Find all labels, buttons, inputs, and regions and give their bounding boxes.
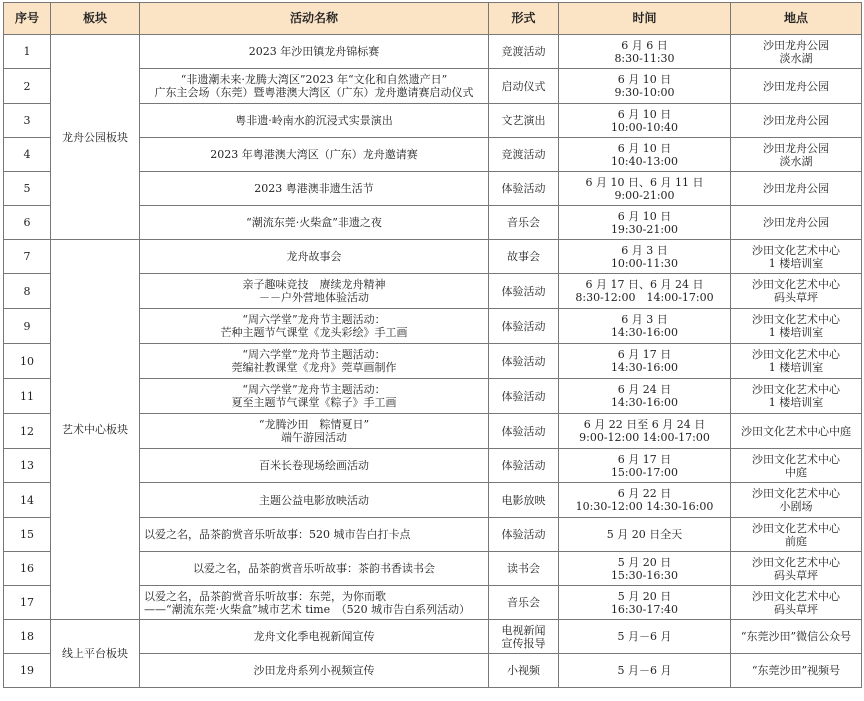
cell-line: 6 月 10 日: [617, 73, 672, 86]
activity-form-cell: [489, 620, 559, 654]
row-index: 6: [4, 206, 51, 240]
cell-line: 5 月 20 日全天: [606, 528, 683, 541]
activity-form-cell: [489, 104, 559, 138]
activity-place-cell: [731, 69, 862, 104]
cell-line: 8:30-12:00 14:00-17:00: [575, 291, 714, 304]
row-index: 8: [4, 274, 51, 309]
cell-line: “东莞沙田”微信公众号: [740, 630, 852, 643]
cell-line: 夏至主题节气课堂《粽子》手工画: [231, 396, 397, 409]
activity-place-cell: [731, 240, 862, 274]
activity-time-cell: [559, 414, 731, 449]
activity-time-cell: [559, 69, 731, 104]
cell-line: 电影放映: [501, 493, 546, 507]
cell-line: 6 月 10 日: [617, 209, 672, 223]
activity-form-cell: [489, 518, 559, 552]
cell-line: 龙舟故事会: [286, 250, 342, 263]
cell-line: 中庭: [785, 465, 807, 479]
cell-line: 音乐会: [507, 216, 540, 229]
activity-name-cell: [140, 414, 489, 449]
cell-line: 沙田文化艺术中心: [752, 589, 840, 603]
cell-line: 6 月 10 日、6 月 11 日: [585, 175, 704, 189]
activity-place-cell: [731, 309, 862, 344]
activity-name-cell: [140, 654, 489, 688]
activity-name-cell: [140, 69, 489, 104]
header-index: 序号: [4, 3, 51, 35]
activity-name-cell: [140, 518, 489, 552]
cell-line: 沙田文化艺术中心中庭: [741, 424, 851, 438]
header-time: 时间: [559, 3, 731, 35]
row-index: 14: [4, 483, 51, 518]
activity-place-cell: [731, 620, 862, 654]
activity-place-cell: [731, 104, 862, 138]
activity-time-cell: [559, 379, 731, 414]
header-section: 板块: [51, 3, 140, 35]
activity-form-cell: [489, 309, 559, 344]
activity-form-cell: [489, 206, 559, 240]
row-index: 10: [4, 344, 51, 379]
cell-line: 亲子趣味竞技 赓续龙舟精神: [242, 278, 386, 291]
cell-line: 5 月 20 日: [617, 589, 672, 603]
activity-name-cell: [140, 449, 489, 483]
cell-line: 体验活动: [501, 354, 546, 368]
cell-line: 14:30-16:00: [610, 326, 679, 339]
cell-line: “龙腾沙田 粽情夏日”: [258, 418, 370, 431]
activity-place-cell: [731, 138, 862, 172]
table-row: [4, 240, 862, 274]
cell-line: 沙田文化艺术中心: [752, 383, 840, 396]
activity-place-cell: [731, 206, 862, 240]
activity-form-cell: [489, 414, 559, 449]
cell-line: 9:30-10:00: [614, 86, 675, 99]
cell-line: 6 月 3 日: [621, 313, 668, 326]
activity-form-cell: [489, 449, 559, 483]
cell-line: 沙田龙舟公园: [763, 182, 829, 195]
cell-line: 莞编社教课堂《龙舟》莞草画制作: [231, 361, 397, 374]
row-index: 1: [4, 35, 51, 69]
row-index: 9: [4, 309, 51, 344]
activity-place-cell: [731, 344, 862, 379]
cell-line: 体验活动: [501, 459, 546, 472]
activity-schedule-table: [3, 2, 862, 688]
activity-place-cell: [731, 483, 862, 518]
cell-line: 10:30-12:00 14:30-16:00: [575, 500, 714, 513]
cell-line: 小剧场: [779, 500, 813, 513]
cell-line: 龙舟文化季电视新闻宣传: [253, 630, 375, 643]
cell-line: ——“潮流东莞·火柴盒”城市艺术 time （520 城市告白系列活动）: [144, 602, 471, 616]
cell-line: 10:40-13:00: [610, 154, 679, 168]
cell-line: 5 月 20 日: [617, 555, 672, 569]
cell-line: 音乐会: [507, 596, 540, 609]
activity-name-cell: [140, 138, 489, 172]
cell-line: 沙田龙舟公园: [763, 38, 829, 52]
cell-line: 粤非遗·岭南水韵沉浸式实景演出: [235, 114, 393, 127]
cell-line: 沙田文化艺术中心: [752, 243, 840, 257]
activity-form-cell: [489, 344, 559, 379]
activity-place-cell: [731, 172, 862, 206]
cell-line: 主题公益电影放映活动: [259, 493, 369, 507]
cell-line: 2023 粤港澳非遗生活节: [254, 182, 374, 195]
cell-line: 前庭: [785, 534, 807, 548]
cell-line: 芒种主题节气课堂《龙头彩绘》手工画: [220, 326, 408, 339]
cell-line: 6 月 6 日: [621, 38, 668, 52]
cell-line: 码头草坪: [774, 291, 818, 304]
cell-line: 以爱之名，品茶韵赏音乐听故事：茶韵书香读书会: [193, 562, 435, 575]
activity-time-cell: [559, 344, 731, 379]
cell-line: 沙田文化艺术中心: [752, 487, 840, 500]
cell-line: 10:00-10:40: [610, 120, 679, 134]
cell-line: 6 月 17 日、6 月 24 日: [585, 278, 704, 291]
activity-place-cell: [731, 518, 862, 552]
row-index: 16: [4, 552, 51, 586]
activity-place-cell: [731, 414, 862, 449]
cell-line: 小视频: [507, 664, 540, 677]
activity-name-cell: [140, 620, 489, 654]
cell-line: “周六学堂”龙舟节主题活动：: [242, 383, 386, 396]
cell-line: “非遗潮未来·龙腾大湾区”2023 年“文化和自然遗产日”: [180, 73, 448, 86]
activity-time-cell: [559, 552, 731, 586]
cell-line: 14:30-16:00: [610, 361, 679, 374]
cell-line: 2023 年粤港澳大湾区（广东）龙舟邀请赛: [210, 148, 418, 161]
activity-time-cell: [559, 654, 731, 688]
activity-name-cell: [140, 344, 489, 379]
row-index: 13: [4, 449, 51, 483]
cell-line: 以爱之名，品茶韵赏音乐听故事：东莞，为你而歌: [144, 589, 386, 603]
cell-line: 15:00-17:00: [610, 465, 679, 479]
cell-line: 宣传报导: [501, 636, 546, 650]
header-name: 活动名称: [140, 3, 489, 35]
cell-line: 6 月 22 日至 6 月 24 日: [583, 418, 706, 431]
cell-line: 5 月－6 月: [617, 664, 672, 677]
activity-place-cell: [731, 449, 862, 483]
activity-time-cell: [559, 172, 731, 206]
activity-form-cell: [489, 138, 559, 172]
activity-time-cell: [559, 35, 731, 69]
cell-line: 6 月 22 日: [617, 487, 672, 500]
activity-form-cell: [489, 552, 559, 586]
cell-line: 沙田龙舟公园: [763, 141, 829, 155]
row-index: 2: [4, 69, 51, 104]
cell-line: 百米长卷现场绘画活动: [259, 459, 369, 472]
activity-name-cell: [140, 274, 489, 309]
cell-line: 14:30-16:00: [610, 396, 679, 409]
cell-line: 1 楼培训室: [768, 256, 824, 270]
cell-line: 码头草坪: [774, 568, 818, 582]
row-index: 4: [4, 138, 51, 172]
row-index: 7: [4, 240, 51, 274]
cell-line: 沙田龙舟系列小视频宣传: [253, 664, 375, 677]
activity-form-cell: [489, 172, 559, 206]
activity-time-cell: [559, 104, 731, 138]
cell-line: 体验活动: [501, 389, 546, 403]
cell-line: 沙田文化艺术中心: [752, 348, 840, 361]
activity-time-cell: [559, 586, 731, 620]
section-cell: 龙舟公园板块: [51, 35, 140, 240]
cell-line: 体验活动: [501, 284, 546, 298]
cell-line: 端午游园活动: [281, 431, 347, 444]
row-index: 5: [4, 172, 51, 206]
activity-time-cell: [559, 518, 731, 552]
cell-line: 竞渡活动: [501, 148, 546, 161]
row-index: 19: [4, 654, 51, 688]
activity-form-cell: [489, 586, 559, 620]
cell-line: 电视新闻: [501, 623, 546, 637]
cell-line: 沙田文化艺术中心: [752, 313, 840, 326]
row-index: 12: [4, 414, 51, 449]
row-index: 11: [4, 379, 51, 414]
cell-line: 广东主会场（东莞）暨粤港澳大湾区（广东）龙舟邀请赛启动仪式: [154, 86, 474, 99]
cell-line: 沙田文化艺术中心: [752, 278, 840, 291]
activity-time-cell: [559, 206, 731, 240]
cell-line: 15:30-16:30: [610, 568, 679, 582]
cell-line: 沙田龙舟公园: [763, 216, 829, 229]
table-header-row: [4, 3, 862, 35]
cell-line: 6 月 3 日: [621, 243, 668, 257]
row-index: 3: [4, 104, 51, 138]
activity-name-cell: [140, 104, 489, 138]
cell-line: －－户外营地体验活动: [259, 291, 369, 304]
activity-form-cell: [489, 69, 559, 104]
activity-time-cell: [559, 449, 731, 483]
cell-line: 10:00-11:30: [610, 256, 679, 270]
cell-line: 启动仪式: [501, 79, 546, 93]
cell-line: 9:00-21:00: [614, 188, 675, 202]
activity-form-cell: [489, 483, 559, 518]
section-cell: 艺术中心板块: [51, 240, 140, 620]
cell-line: 6 月 17 日: [617, 452, 672, 466]
cell-line: 读书会: [507, 562, 540, 575]
cell-line: 6 月 10 日: [617, 107, 672, 121]
cell-line: 以爱之名，品茶韵赏音乐听故事：520 城市告白打卡点: [144, 528, 411, 541]
cell-line: 淡水湖: [779, 51, 813, 65]
activity-form-cell: [489, 379, 559, 414]
cell-line: “东莞沙田”视频号: [751, 664, 841, 677]
cell-line: 沙田龙舟公园: [763, 79, 829, 93]
header-form: 形式: [489, 3, 559, 35]
cell-line: “潮流东莞·火柴盒”非遗之夜: [246, 216, 382, 229]
activity-name-cell: [140, 240, 489, 274]
cell-line: 体验活动: [501, 319, 546, 333]
activity-form-cell: [489, 35, 559, 69]
activity-form-cell: [489, 654, 559, 688]
cell-line: 1 楼培训室: [768, 326, 824, 339]
activity-name-cell: [140, 379, 489, 414]
cell-line: 6 月 10 日: [617, 141, 672, 155]
cell-line: 16:30-17:40: [610, 602, 679, 616]
activity-place-cell: [731, 552, 862, 586]
cell-line: 6 月 17 日: [617, 348, 672, 361]
activity-time-cell: [559, 620, 731, 654]
row-index: 17: [4, 586, 51, 620]
activity-name-cell: [140, 586, 489, 620]
activity-name-cell: [140, 552, 489, 586]
section-cell: 线上平台板块: [51, 620, 140, 688]
cell-line: 沙田文化艺术中心: [752, 452, 840, 466]
activity-form-cell: [489, 274, 559, 309]
cell-line: 1 楼培训室: [768, 361, 824, 374]
cell-line: 淡水湖: [779, 154, 813, 168]
table-body: [4, 35, 862, 688]
activity-place-cell: [731, 35, 862, 69]
activity-name-cell: [140, 35, 489, 69]
cell-line: 体验活动: [501, 528, 546, 541]
cell-line: 码头草坪: [774, 602, 818, 616]
cell-line: 1 楼培训室: [768, 396, 824, 409]
cell-line: 6 月 24 日: [617, 383, 672, 396]
cell-line: 9:00-12:00 14:00-17:00: [579, 431, 710, 444]
cell-line: 8:30-11:30: [614, 51, 675, 65]
cell-line: 沙田文化艺术中心: [752, 521, 840, 535]
cell-line: 沙田文化艺术中心: [752, 555, 840, 569]
activity-place-cell: [731, 586, 862, 620]
cell-line: 故事会: [507, 250, 540, 263]
activity-time-cell: [559, 309, 731, 344]
activity-time-cell: [559, 483, 731, 518]
cell-line: “周六学堂”龙舟节主题活动：: [242, 313, 386, 326]
activity-name-cell: [140, 172, 489, 206]
activity-time-cell: [559, 274, 731, 309]
activity-name-cell: [140, 309, 489, 344]
activity-place-cell: [731, 274, 862, 309]
activity-place-cell: [731, 654, 862, 688]
cell-line: 5 月－6 月: [617, 630, 672, 643]
activity-form-cell: [489, 240, 559, 274]
activity-place-cell: [731, 379, 862, 414]
row-index: 18: [4, 620, 51, 654]
header-place: 地点: [731, 3, 862, 35]
cell-line: 竞渡活动: [501, 45, 546, 58]
row-index: 15: [4, 518, 51, 552]
table-row: [4, 35, 862, 69]
activity-time-cell: [559, 138, 731, 172]
cell-line: 体验活动: [501, 424, 546, 438]
cell-line: 体验活动: [501, 182, 546, 195]
cell-line: 沙田龙舟公园: [763, 114, 829, 127]
activity-name-cell: [140, 483, 489, 518]
cell-line: 19:30-21:00: [610, 222, 679, 236]
cell-line: “周六学堂”龙舟节主题活动：: [242, 348, 386, 361]
table-row: [4, 620, 862, 654]
activity-name-cell: [140, 206, 489, 240]
activity-time-cell: [559, 240, 731, 274]
cell-line: 2023 年沙田镇龙舟锦标赛: [248, 45, 380, 58]
cell-line: 文艺演出: [501, 114, 546, 127]
